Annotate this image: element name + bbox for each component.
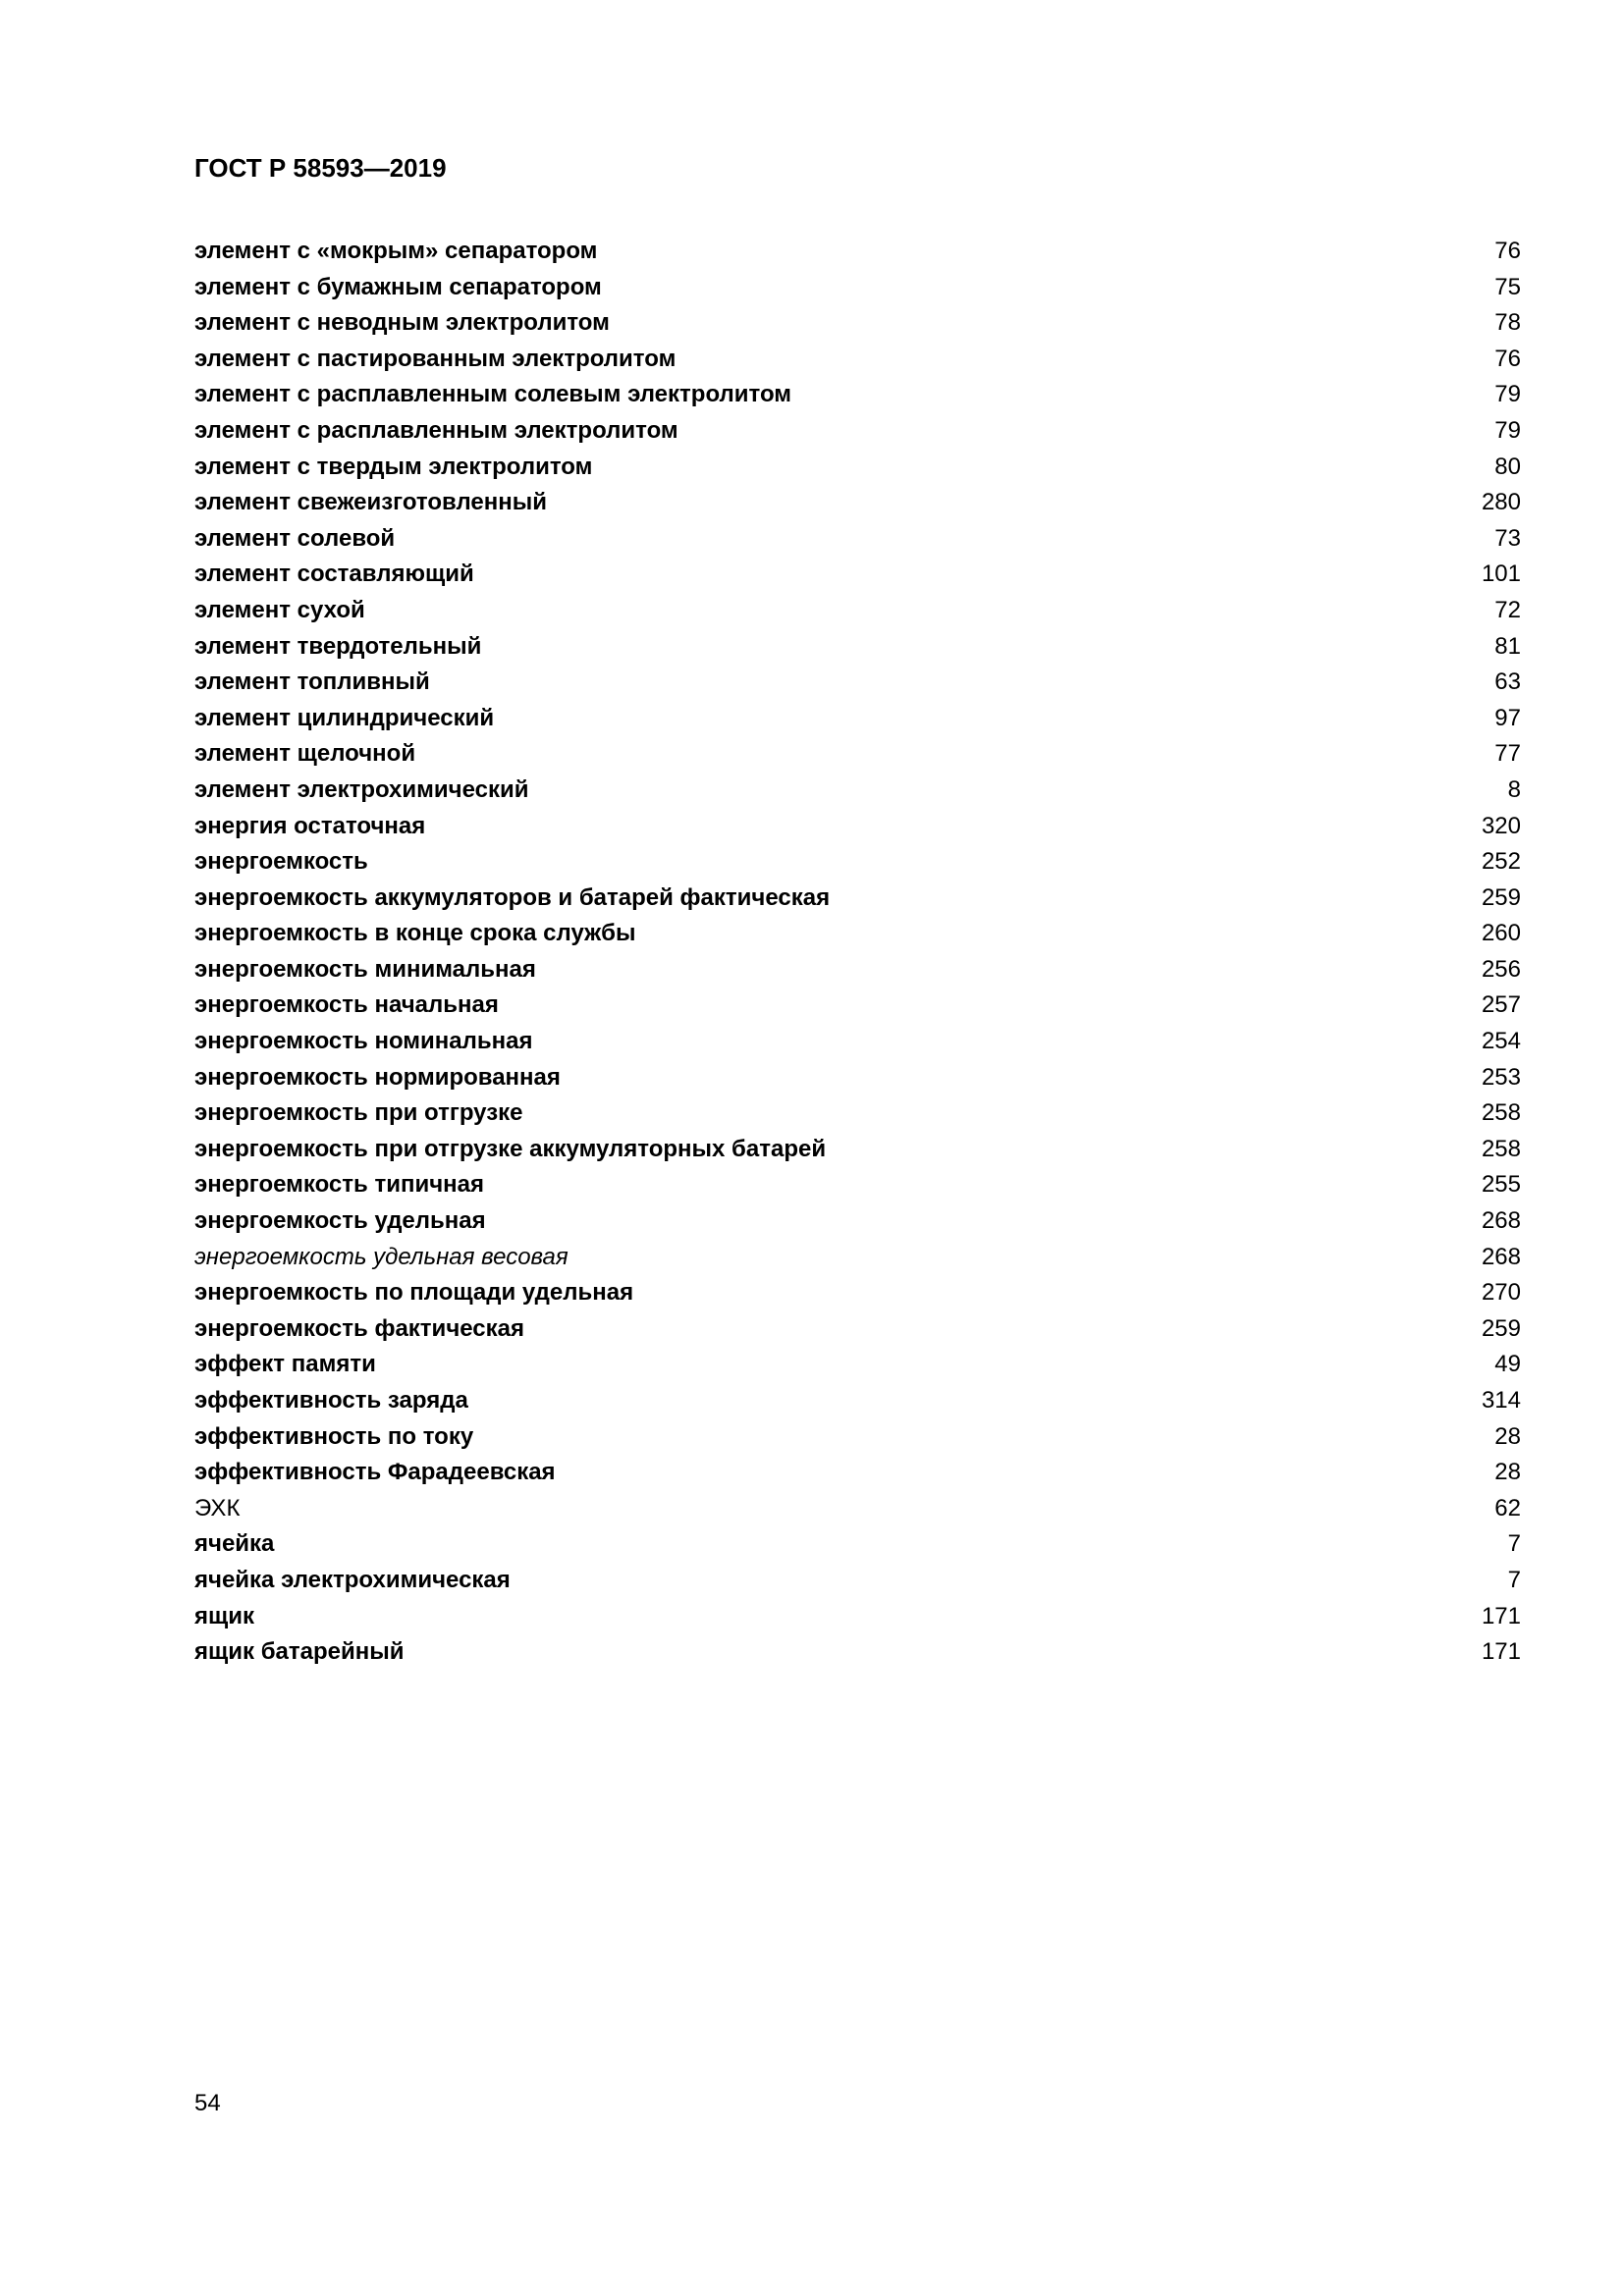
- index-page-ref: 256: [1481, 955, 1521, 983]
- index-page-ref: 171: [1481, 1638, 1521, 1666]
- index-term: ЭХК: [194, 1494, 241, 1522]
- index-term: энергия остаточная: [194, 812, 426, 839]
- index-term: энергоемкость: [194, 848, 368, 876]
- index-page-ref: 270: [1481, 1279, 1521, 1307]
- index-page-ref: 258: [1481, 1099, 1521, 1127]
- index-page-ref: 7: [1507, 1530, 1521, 1558]
- index-page-ref: 260: [1481, 920, 1521, 947]
- index-entry: [194, 521, 1521, 558]
- index-entry: [194, 234, 1521, 270]
- document-header: ГОСТ Р 58593—2019: [194, 153, 447, 183]
- index-entry: [194, 485, 1521, 521]
- index-entry: [194, 1095, 1521, 1132]
- index-entry: [194, 988, 1521, 1024]
- index-page-ref: 77: [1494, 740, 1521, 768]
- index-page-ref: 76: [1494, 345, 1521, 372]
- index-page-ref: 280: [1481, 489, 1521, 516]
- index-page-ref: 97: [1494, 704, 1521, 731]
- index-entry: [194, 270, 1521, 306]
- index-term: энергоемкость по площади удельная: [194, 1279, 634, 1307]
- index-page-ref: 28: [1494, 1422, 1521, 1450]
- index-page-ref: 258: [1481, 1135, 1521, 1162]
- index-entry: [194, 1599, 1521, 1635]
- index-term: элемент с бумажным сепаратором: [194, 273, 602, 300]
- index-page-ref: 76: [1494, 238, 1521, 264]
- index-entry: [194, 1563, 1521, 1599]
- index-page-ref: 268: [1481, 1207, 1521, 1235]
- index-term: энергоемкость нормированная: [194, 1063, 561, 1091]
- index-page-ref: 49: [1494, 1351, 1521, 1378]
- index-page-ref: 73: [1494, 524, 1521, 552]
- index-term: энергоемкость удельная: [194, 1207, 486, 1235]
- index-entry: [194, 1240, 1521, 1276]
- index-term: элемент твердотельный: [194, 632, 482, 660]
- index-page-ref: 78: [1494, 309, 1521, 337]
- index-entry: [194, 1419, 1521, 1456]
- index-term: эффективность Фарадеевская: [194, 1459, 556, 1486]
- index-page-ref: 63: [1494, 668, 1521, 696]
- index-page-ref: 81: [1494, 632, 1521, 660]
- index-page-ref: 171: [1481, 1602, 1521, 1629]
- index-entry: [194, 844, 1521, 881]
- index-entry: [194, 377, 1521, 413]
- index-term: эффект памяти: [194, 1351, 376, 1378]
- index-term: элемент с твердым электролитом: [194, 453, 593, 480]
- index-page-ref: 314: [1481, 1387, 1521, 1414]
- index-term: элемент с неводным электролитом: [194, 309, 610, 337]
- alphabetical-index: [194, 234, 1521, 1671]
- index-entry: [194, 305, 1521, 342]
- index-entry: [194, 809, 1521, 845]
- index-term: элемент топливный: [194, 668, 430, 696]
- index-page-ref: 254: [1481, 1028, 1521, 1055]
- index-term: энергоемкость минимальная: [194, 955, 536, 983]
- index-term: элемент с расплавленным электролитом: [194, 416, 678, 444]
- index-entry: [194, 450, 1521, 486]
- index-page-ref: 101: [1481, 561, 1521, 588]
- index-term: ящик батарейный: [194, 1638, 405, 1666]
- index-page-ref: 7: [1507, 1566, 1521, 1593]
- index-page-ref: 62: [1494, 1494, 1521, 1522]
- index-page-ref: 79: [1494, 381, 1521, 408]
- index-entry: [194, 342, 1521, 378]
- index-term: энергоемкость номинальная: [194, 1028, 533, 1055]
- index-term: энергоемкость в конце срока службы: [194, 920, 636, 947]
- index-entry: [194, 952, 1521, 988]
- page-number: 54: [194, 2090, 221, 2116]
- index-term: энергоемкость фактическая: [194, 1314, 524, 1342]
- index-page-ref: 75: [1494, 273, 1521, 300]
- index-term: ячейка электрохимическая: [194, 1566, 511, 1593]
- index-entry: [194, 701, 1521, 737]
- index-entry: [194, 736, 1521, 773]
- index-term: энергоемкость при отгрузке: [194, 1099, 523, 1127]
- index-entry: [194, 916, 1521, 952]
- index-term: энергоемкость при отгрузке аккумуляторных батарей: [194, 1135, 827, 1162]
- index-entry: [194, 1383, 1521, 1419]
- index-page-ref: 8: [1507, 775, 1521, 803]
- index-page-ref: 259: [1481, 1314, 1521, 1342]
- index-term: эффективность заряда: [194, 1387, 468, 1414]
- index-entry: [194, 629, 1521, 666]
- index-entry: [194, 773, 1521, 809]
- index-term: энергоемкость аккумуляторов и батарей фактическая: [194, 883, 831, 911]
- index-term: элемент с расплавленным солевым электролитом: [194, 381, 792, 408]
- index-page-ref: 79: [1494, 416, 1521, 444]
- index-entry: [194, 1203, 1521, 1240]
- index-term: элемент сухой: [194, 596, 365, 623]
- index-entry: [194, 1167, 1521, 1203]
- index-entry: [194, 1060, 1521, 1096]
- index-entry: [194, 881, 1521, 917]
- index-term: элемент электрохимический: [194, 775, 529, 803]
- index-entry: [194, 1634, 1521, 1671]
- index-page-ref: 320: [1481, 812, 1521, 839]
- index-entry: [194, 1275, 1521, 1311]
- index-entry: [194, 1347, 1521, 1383]
- index-term: энергоемкость типичная: [194, 1171, 484, 1199]
- index-page-ref: 268: [1481, 1243, 1521, 1270]
- index-term: ящик: [194, 1602, 255, 1629]
- index-term: элемент с пастированным электролитом: [194, 345, 677, 372]
- index-entry: [194, 1132, 1521, 1168]
- index-page-ref: 80: [1494, 453, 1521, 480]
- index-term: эффективность по току: [194, 1422, 474, 1450]
- index-entry: [194, 1455, 1521, 1491]
- index-entry: [194, 413, 1521, 450]
- index-term: энергоемкость удельная весовая: [194, 1243, 568, 1270]
- index-term: элемент составляющий: [194, 561, 474, 588]
- index-term: элемент с «мокрым» сепаратором: [194, 238, 598, 264]
- index-term: элемент солевой: [194, 524, 396, 552]
- index-term: элемент свежеизготовленный: [194, 489, 547, 516]
- index-page-ref: 259: [1481, 883, 1521, 911]
- index-entry: [194, 1311, 1521, 1348]
- index-term: ячейка: [194, 1530, 275, 1558]
- index-entry: [194, 1024, 1521, 1060]
- index-page-ref: 257: [1481, 991, 1521, 1019]
- index-entry: [194, 665, 1521, 701]
- index-entry: [194, 557, 1521, 593]
- index-page-ref: 28: [1494, 1459, 1521, 1486]
- index-term: элемент щелочной: [194, 740, 416, 768]
- index-entry: [194, 1526, 1521, 1563]
- index-page-ref: 255: [1481, 1171, 1521, 1199]
- index-entry: [194, 593, 1521, 629]
- index-term: элемент цилиндрический: [194, 704, 495, 731]
- index-term: энергоемкость начальная: [194, 991, 499, 1019]
- index-page-ref: 72: [1494, 596, 1521, 623]
- index-page-ref: 253: [1481, 1063, 1521, 1091]
- index-entry: [194, 1491, 1521, 1527]
- index-page-ref: 252: [1481, 848, 1521, 876]
